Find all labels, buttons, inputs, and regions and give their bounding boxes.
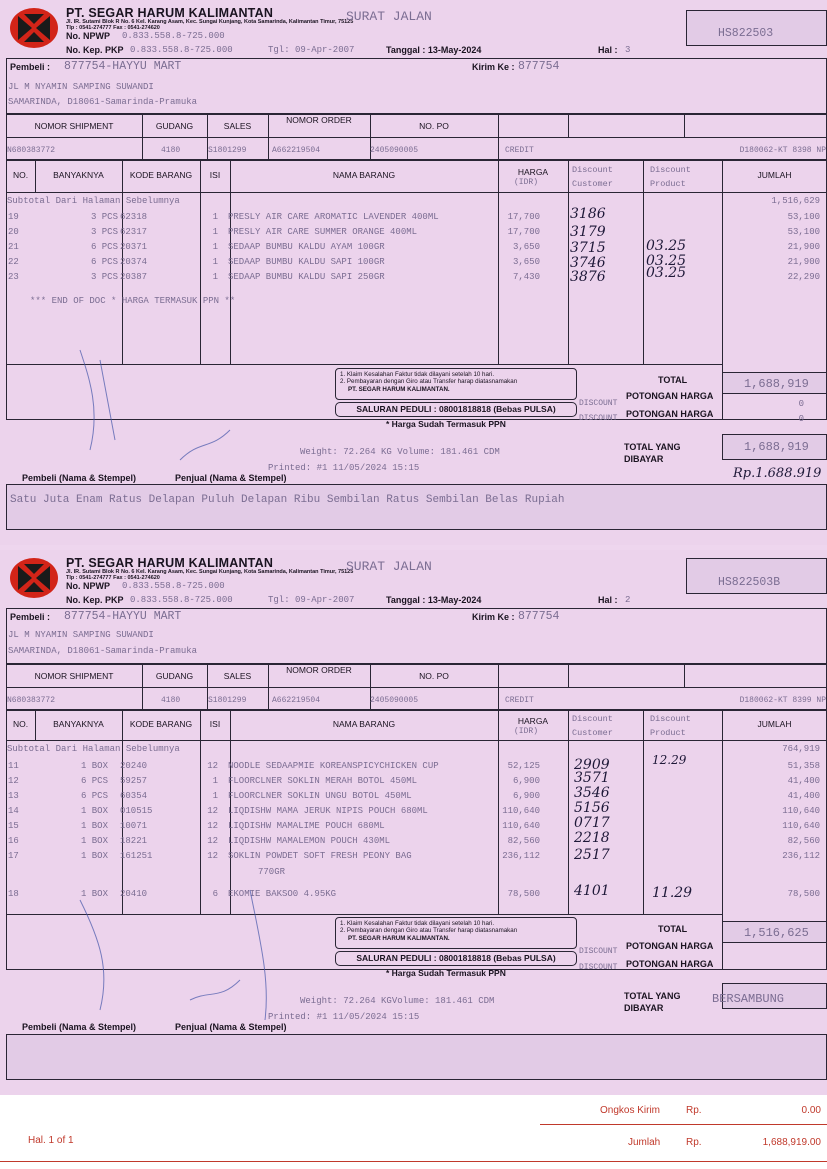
shipment-value: N680383772 (7, 146, 56, 155)
potongan-label-2: POTONGAN HARGA (626, 409, 714, 419)
invoice-1 (0, 0, 827, 545)
header-harga: HARGA (517, 167, 549, 177)
header-jumlah: JUMLAH (757, 719, 792, 729)
header-sales: SALES (223, 671, 252, 681)
po-value: 2405090005 (370, 696, 419, 705)
header-harga-sub: (IDR) (514, 178, 539, 187)
doc-title: SURAT JALAN (346, 559, 432, 574)
header-gudang: GUDANG (155, 121, 194, 131)
buyer-address-2: SAMARINDA, D18061-Samarinda-Pramuka (8, 97, 198, 107)
doc-title: SURAT JALAN (346, 9, 432, 24)
header-no: NO. (12, 170, 29, 180)
page-number: 2 (625, 595, 631, 605)
route-value: D180062-KT 8399 NP (739, 696, 826, 705)
pkp-date: Tgl: 09-Apr-2007 (268, 595, 355, 605)
npwp-label: No. NPWP (66, 581, 110, 591)
ppn-note: * Harga Sudah Termasuk PPN (386, 419, 506, 429)
footer-bottom-line (0, 1161, 827, 1162)
subtotal-label: Subtotal Dari Halaman Sebelumnya (7, 196, 180, 206)
page-label: Hal : (598, 595, 618, 605)
total-value: 1,516,625 (744, 926, 809, 940)
table-row: 19 3 PCS 62318 1 PRESLY AIR CARE AROMATIC LAVENDER 400ML 17,700 53,100 3186 (8, 206, 820, 222)
pkp-label: No. Kep. PKP (66, 45, 124, 55)
order-value: A662219504 (272, 146, 321, 155)
buyer-name: 877754-HAYYU MART (64, 610, 182, 623)
discount-label-1: DISCOUNT (579, 947, 618, 956)
header-jumlah: JUMLAH (757, 170, 792, 180)
end-note: *** END OF DOC * HARGA TERMASUK PPN ** (30, 296, 236, 306)
total-label: TOTAL (658, 375, 688, 385)
signature-scribble-icon (60, 320, 260, 480)
header-kode: KODE BARANG (129, 170, 193, 180)
sales-value: S1801299 (208, 696, 247, 705)
handwritten-total: Rp.1.688.919 (733, 466, 822, 481)
potongan-value-2: 0 (798, 414, 804, 424)
terms-notes: 1. Klaim Kesalahan Faktur tidak dilayani setelah 10 hari. 2. Pembayaran dengan Giro atau Transfer harap diatasnamakan PT. SEGAR HARUM KALIMANTAN. (335, 917, 577, 949)
subtotal-value: 1,516,629 (771, 196, 820, 206)
hotline: SALURAN PEDULI : 08001818818 (Bebas PULSA) (335, 402, 577, 417)
ship-to-value: 877754 (518, 610, 560, 623)
header-kode: KODE BARANG (129, 719, 193, 729)
npwp-value: 0.833.558.8-725.000 (122, 31, 225, 41)
table-row: 20 3 PCS 62317 1 PRESLY AIR CARE SUMMER ORANGE 400ML 17,700 53,100 3179 (8, 224, 820, 240)
potongan-value-1: 0 (798, 399, 804, 409)
invoice-number: HS822503B (718, 576, 781, 589)
subtotal-value: 764,919 (782, 744, 820, 754)
header-qty: BANYAKNYA (53, 170, 104, 180)
header-nama: NAMA BARANG (332, 719, 396, 729)
printed-info: Printed: #1 11/05/2024 15:15 (268, 1012, 420, 1022)
summary-footer (0, 1095, 827, 1169)
order-value: A662219504 (272, 696, 321, 705)
terbilang-box (6, 484, 827, 530)
table-row: 13 6 PCS 60354 1 FLOORCLNER SOKLIN UNGU BOTOL 450ML 6,900 41,400 3546 (8, 785, 820, 801)
buyer-signature-label: Pembeli (Nama & Stempel) (22, 1022, 137, 1032)
gudang-value: 4180 (161, 146, 181, 155)
npwp-label: No. NPWP (66, 31, 110, 41)
discount-label-1: DISCOUNT (579, 399, 618, 408)
pkp-date: Tgl: 09-Apr-2007 (268, 45, 355, 55)
discount-label-2: DISCOUNT (579, 963, 618, 972)
company-address: Jl. IR. Sutami Blok R No. 6 Kel. Karang Asam, Kec. Sungai Kunjang, Kota Samarinda, Kalimantan Timur, 75125 Tlp : 0541-274777 Fax : 0541-274620 (66, 19, 354, 32)
header-shipment: NOMOR SHIPMENT (34, 671, 114, 681)
pkp-value: 0.833.558.8-725.000 (130, 45, 233, 55)
signature-scribble-icon (60, 880, 280, 1030)
dibayar-label: TOTAL YANG DIBAYAR (624, 442, 681, 464)
page-label: Hal : (598, 45, 618, 55)
ship-to-label: Kirim Ke : (472, 612, 515, 622)
potongan-label-1: POTONGAN HARGA (626, 391, 714, 401)
header-isi: ISI (209, 170, 221, 180)
total-label: Jumlah (628, 1137, 661, 1148)
potongan-label-1: POTONGAN HARGA (626, 941, 714, 951)
weight-info: Weight: 72.264 KG Volume: 181.461 CDM (300, 447, 500, 457)
header-po: NO. PO (419, 121, 449, 131)
discount-label-2: DISCOUNT (579, 414, 618, 423)
table-row: 12 6 PCS 59257 1 FLOORCLNER SOKLIN MERAH BOTOL 450ML 6,900 41,400 3571 (8, 770, 820, 786)
header-disc-product: Discount Product (650, 714, 691, 738)
invoice-2 (0, 550, 827, 1095)
shipping-label: Ongkos Kirim (600, 1105, 661, 1116)
table-row: 22 6 PCS 20374 1 SEDAAP BUMBU KALDU SAPI 100GR 3,650 21,900 3746 03.25 (8, 253, 820, 271)
header-harga: HARGA (517, 716, 549, 726)
nama-continuation: 770GR (258, 867, 286, 877)
company-logo-icon (10, 558, 58, 598)
header-nama: NAMA BARANG (332, 170, 396, 180)
footer-divider (540, 1124, 827, 1125)
weight-info: Weight: 72.264 KGVolume: 181.461 CDM (300, 996, 495, 1006)
header-disc-customer: Discount Customer (572, 714, 613, 738)
table-row: 17 1 BOX 161251 12 SOKLIN POWDET SOFT FRESH PEONY BAG 236,112 236,112 2517 (8, 847, 820, 863)
gudang-value: 4180 (161, 696, 181, 705)
invoice-date: Tanggal : 13-May-2024 (386, 45, 482, 55)
buyer-label: Pembeli : (10, 612, 51, 622)
payment-value: CREDIT (505, 146, 534, 155)
header-order: NOMOR ORDER (286, 115, 352, 125)
table-row: 23 3 PCS 20387 1 SEDAAP BUMBU KALDU SAPI 250GR 7,430 22,290 3876 03.25 (8, 265, 820, 285)
hotline: SALURAN PEDULI : 08001818818 (Bebas PULSA) (335, 951, 577, 966)
buyer-address-2: SAMARINDA, D18061-Samarinda-Pramuka (8, 646, 198, 656)
buyer-address-1: JL M NYAMIN SAMPING SUWANDI (8, 630, 154, 640)
buyer-label: Pembeli : (10, 62, 51, 72)
buyer-signature-label: Pembeli (Nama & Stempel) (22, 473, 137, 483)
table-row: 18 1 BOX 20410 6 EKOMIE BAKSO0 4.95KG 78,500 78,500 4101 11.29 (8, 883, 820, 901)
company-logo-icon (10, 8, 58, 48)
total-value: 1,688,919.00 (762, 1137, 821, 1148)
company-name: PT. SEGAR HARUM KALIMANTAN (66, 556, 274, 570)
seller-signature-label: Penjual (Nama & Stempel) (175, 1022, 287, 1032)
header-qty: BANYAKNYA (53, 719, 104, 729)
pkp-label: No. Kep. PKP (66, 595, 124, 605)
page-number: 3 (625, 45, 631, 55)
header-isi: ISI (209, 719, 221, 729)
terbilang-box (6, 1034, 827, 1080)
dibayar-value: 1,688,919 (744, 440, 809, 454)
seller-signature-label: Penjual (Nama & Stempel) (175, 473, 287, 483)
buyer-address-1: JL M NYAMIN SAMPING SUWANDI (8, 82, 154, 92)
po-value: 2405090005 (370, 146, 419, 155)
table-row: 14 1 BOX 010515 12 LIQDISHW MAMA JERUK NIPIS POUCH 680ML 110,640 110,640 5156 (8, 800, 820, 816)
terbilang-text: Satu Juta Enam Ratus Delapan Puluh Delapan Ribu Sembilan Ratus Sembilan Belas Rupiah (10, 494, 565, 506)
total-currency: Rp. (686, 1137, 702, 1148)
terms-notes: 1. Klaim Kesalahan Faktur tidak dilayani setelah 10 hari. 2. Pembayaran dengan Giro atau Transfer harap diatasnamakan PT. SEGAR HARUM KALIMANTAN. (335, 368, 577, 400)
total-label: TOTAL (658, 924, 688, 934)
sales-value: S1801299 (208, 146, 247, 155)
npwp-value: 0.833.558.8-725.000 (122, 581, 225, 591)
shipping-value: 0.00 (801, 1105, 821, 1116)
subtotal-label: Subtotal Dari Halaman Sebelumnya (7, 744, 180, 754)
ship-to-label: Kirim Ke : (472, 62, 515, 72)
company-address: Jl. IR. Sutami Blok R No. 6 Kel. Karang Asam, Kec. Sungai Kunjang, Kota Samarinda, Kalimantan Timur, 75125 Tlp : 0541-274777 Fax : 0541-274620 (66, 569, 354, 582)
payment-value: CREDIT (505, 696, 534, 705)
invoice-number: HS822503 (718, 27, 774, 40)
pkp-value: 0.833.558.8-725.000 (130, 595, 233, 605)
printed-info: Printed: #1 11/05/2024 15:15 (268, 463, 420, 473)
table-row: 15 1 BOX 10071 12 LIQDISHW MAMALIME POUCH 680ML 110,640 110,640 0717 (8, 815, 820, 831)
shipping-currency: Rp. (686, 1105, 702, 1116)
header-gudang: GUDANG (155, 671, 194, 681)
header-no: NO. (12, 719, 29, 729)
route-value: D180062-KT 8398 NP (739, 146, 826, 155)
header-disc-product: Discount Product (650, 165, 691, 189)
invoice-date: Tanggal : 13-May-2024 (386, 595, 482, 605)
header-harga-sub: (IDR) (514, 727, 539, 736)
dibayar-label: TOTAL YANG DIBAYAR (624, 991, 681, 1013)
shipment-value: N680383772 (7, 696, 56, 705)
potongan-label-2: POTONGAN HARGA (626, 959, 714, 969)
header-order: NOMOR ORDER (286, 665, 352, 675)
header-po: NO. PO (419, 671, 449, 681)
table-row: 11 1 BOX 20240 12 NOODLE SEDAAPMIE KOREANSPICYCHICKEN CUP 52,125 51,358 2909 12.29 (8, 753, 820, 773)
dibayar-value: BERSAMBUNG (712, 992, 785, 1006)
table-row: 16 1 BOX 18221 12 LIQDISHW MAMALEMON POUCH 430ML 82,560 82,560 2218 (8, 830, 820, 846)
table-row: 21 6 PCS 20371 1 SEDAAP BUMBU KALDU AYAM 100GR 3,650 21,900 3715 03.25 (8, 238, 820, 256)
header-sales: SALES (223, 121, 252, 131)
ppn-note: * Harga Sudah Termasuk PPN (386, 968, 506, 978)
header-shipment: NOMOR SHIPMENT (34, 121, 114, 131)
total-value: 1,688,919 (744, 377, 809, 391)
ship-to-value: 877754 (518, 60, 560, 73)
buyer-name: 877754-HAYYU MART (64, 60, 182, 73)
page-indicator: Hal. 1 of 1 (28, 1135, 74, 1146)
company-name: PT. SEGAR HARUM KALIMANTAN (66, 6, 274, 20)
header-disc-customer: Discount Customer (572, 165, 613, 189)
